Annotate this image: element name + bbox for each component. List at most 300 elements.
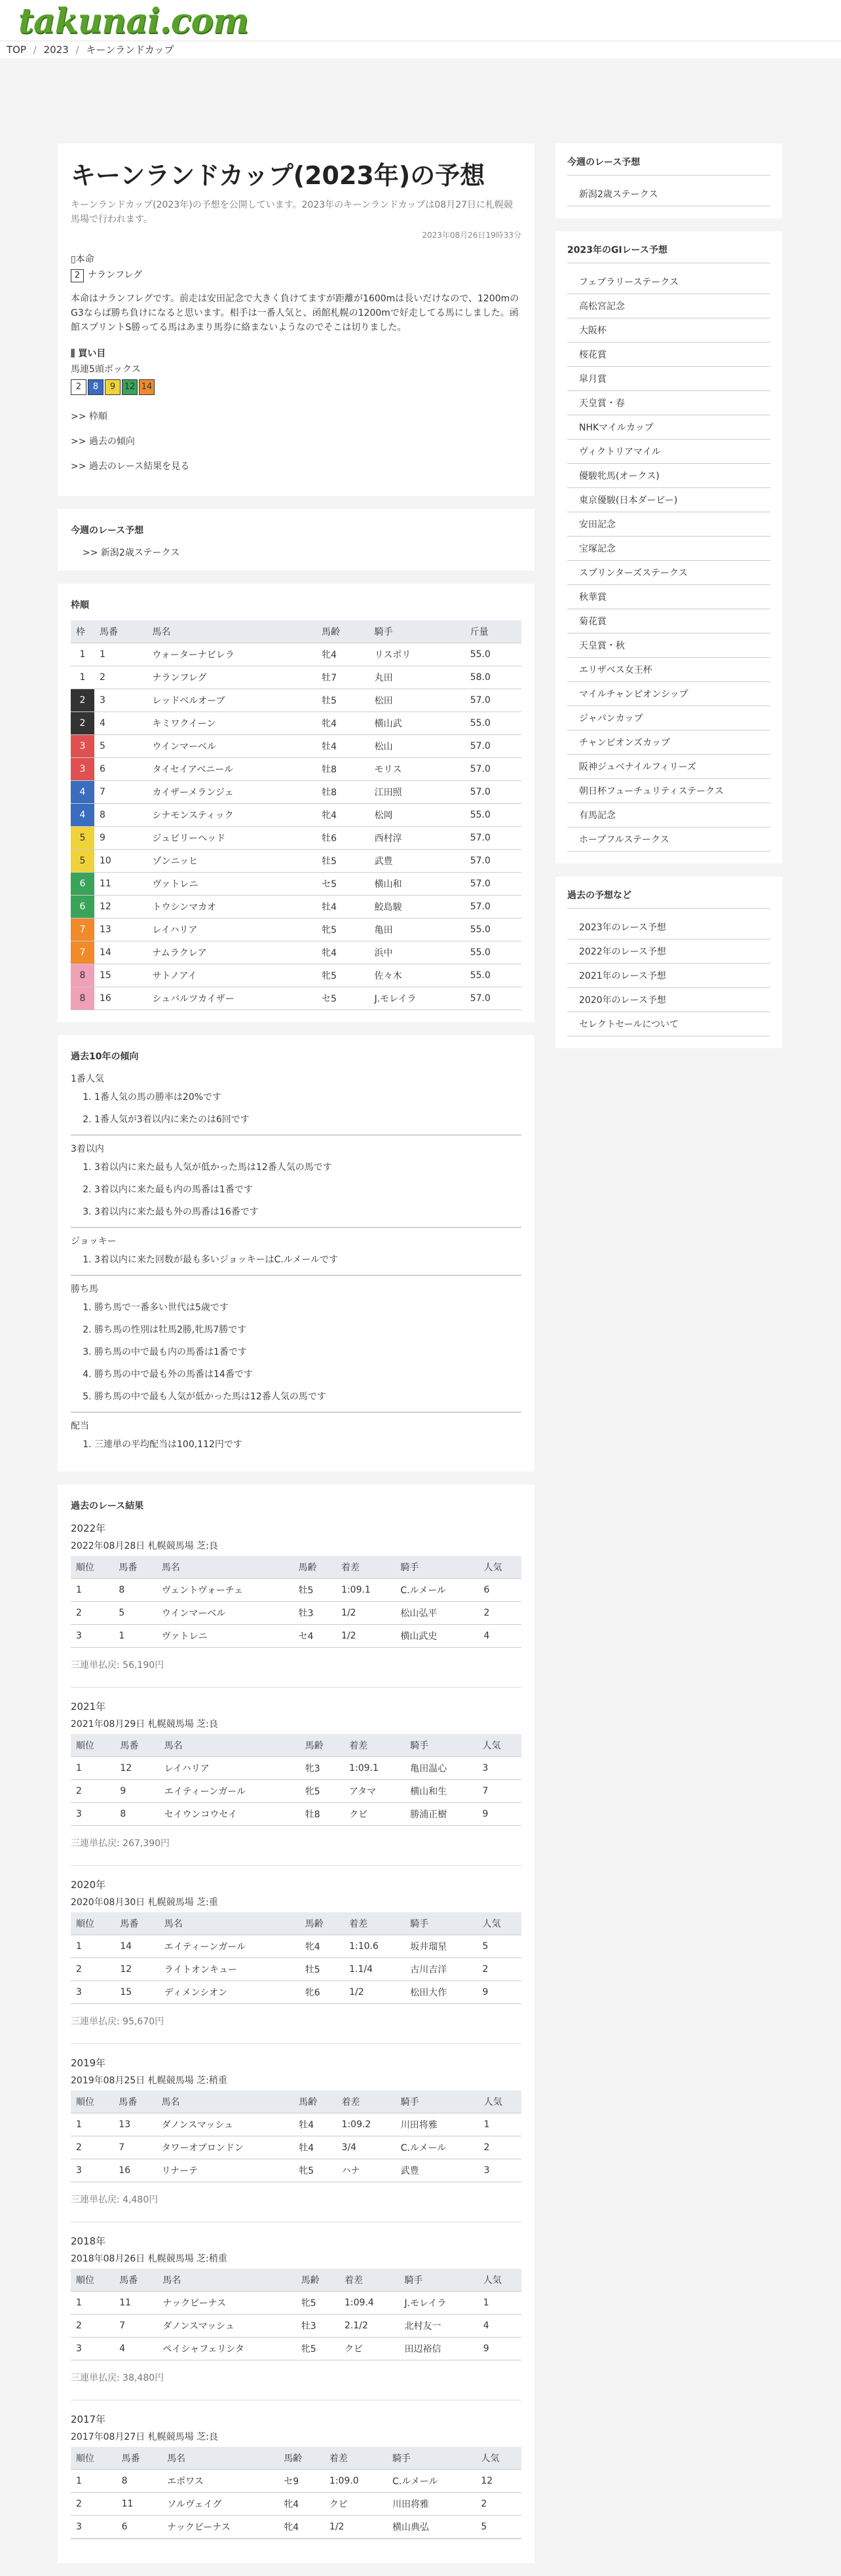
year-title: 2017年 xyxy=(71,2414,106,2425)
sidebar-link[interactable]: 天皇賞・春 xyxy=(567,391,770,415)
jockey-name: 鮫島駿 xyxy=(369,896,465,919)
jockey-name: 勝浦正樹 xyxy=(405,1803,477,1826)
horse-age: 牡4 xyxy=(293,2113,336,2136)
race-info: 2021年08月29日 札幌競馬場 芝:良 xyxy=(71,1719,218,1730)
horse-number: 1 xyxy=(113,1625,156,1648)
horse-age: 牝4 xyxy=(316,712,369,735)
table-row xyxy=(71,919,521,941)
waku-number: 1 xyxy=(71,666,94,689)
sidebar-link[interactable]: NHKマイルカップ xyxy=(567,415,770,440)
year-result xyxy=(71,1521,521,1688)
horse-number: 7 xyxy=(113,2136,156,2159)
divider xyxy=(71,1227,521,1228)
horse-age: 牝3 xyxy=(300,1757,344,1780)
result-header: 着差 xyxy=(339,2269,399,2292)
waku-header: 枠 xyxy=(71,620,94,643)
jockey-name: 浜中 xyxy=(369,941,465,964)
sidebar-link[interactable]: 2022年のレース予想 xyxy=(567,939,770,964)
result-header: 馬齢 xyxy=(296,2269,339,2292)
horse-name: ウォーターナビレラ xyxy=(147,643,316,666)
jockey-name: 江田照 xyxy=(369,781,465,804)
sidebar-link[interactable]: 優駿牝馬(オークス) xyxy=(567,464,770,488)
margin: 1:10.6 xyxy=(344,1935,405,1958)
result-header: 馬番 xyxy=(114,2269,157,2292)
prediction-horse-name: ナランフレグ xyxy=(88,270,143,280)
rank: 1 xyxy=(71,1757,115,1780)
table-row xyxy=(71,987,521,1010)
popularity: 6 xyxy=(479,1579,521,1602)
margin: 1/2 xyxy=(344,1981,405,2004)
horse-name: エポワス xyxy=(162,2470,278,2493)
jockey-name: C.ルメール xyxy=(396,2136,479,2159)
sidebar-week-card xyxy=(555,143,782,218)
rank: 2 xyxy=(71,2315,114,2338)
trend-item: 3. 3着以内に来た最も外の馬番は16番です xyxy=(94,1205,521,1218)
horse-number: 8 xyxy=(115,1803,159,1826)
rank: 2 xyxy=(71,2493,117,2516)
result-header: 人気 xyxy=(476,2447,521,2470)
waku-table xyxy=(71,620,521,1010)
buy-horse-list xyxy=(71,379,521,395)
waku-number: 2 xyxy=(71,712,94,735)
trend-item: 1. 勝ち馬で一番多い世代は5歳です xyxy=(94,1300,521,1314)
result-header: 馬名 xyxy=(157,2269,295,2292)
horse-number: 4 xyxy=(114,2338,157,2360)
waku-header: 馬番 xyxy=(94,620,147,643)
margin: 1:09.2 xyxy=(337,2113,396,2136)
jockey-name: J.モレイラ xyxy=(369,987,465,1010)
horse-number: 16 xyxy=(94,987,147,1010)
link-waku[interactable]: >> 枠順 xyxy=(71,411,107,422)
sidebar-link[interactable]: 桜花賞 xyxy=(567,343,770,367)
weight: 55.0 xyxy=(465,712,521,735)
trend-section-title: 3着以内 xyxy=(71,1144,104,1154)
jockey-name: 松山弘平 xyxy=(395,1602,478,1625)
jockey-name: C.ルメール xyxy=(387,2470,476,2493)
sidebar-link[interactable]: 阪神ジュベナイルフィリーズ xyxy=(567,755,770,779)
horse-age: 牝5 xyxy=(296,2292,339,2315)
horse-age: 牡3 xyxy=(293,1602,336,1625)
popularity: 9 xyxy=(477,1803,521,1826)
payout: 三連単払戻: 267,390円 xyxy=(71,1838,170,1849)
waku-number: 3 xyxy=(71,758,94,781)
result-header: 馬名 xyxy=(157,1556,293,1579)
jockey-name: 亀田温心 xyxy=(405,1757,477,1780)
horse-name: ナランフレグ xyxy=(147,666,316,689)
trend-list xyxy=(71,1437,521,1450)
horse-name: ジュビリーヘッド xyxy=(147,827,316,850)
buy-horse-number: 8 xyxy=(88,379,103,395)
weight: 55.0 xyxy=(465,941,521,964)
result-header: 騎手 xyxy=(395,1556,478,1579)
payout: 三連単払戻: 56,190円 xyxy=(71,1660,164,1671)
result-header: 順位 xyxy=(71,1734,115,1757)
horse-age: 牡5 xyxy=(293,1579,336,1602)
this-week-link[interactable]: >> 新潟2歳ステークス xyxy=(83,548,180,558)
trend-list xyxy=(71,1160,521,1218)
breadcrumb-year[interactable]: 2023 xyxy=(43,44,69,56)
horse-number: 12 xyxy=(94,896,147,919)
table-row xyxy=(71,2136,521,2159)
trend-item: 2. 勝ち馬の性別は牡馬2勝,牝馬7勝です xyxy=(94,1323,521,1336)
jockey-name: 丸田 xyxy=(369,666,465,689)
payout: 三連単払戻: 95,670円 xyxy=(71,2017,164,2027)
horse-number: 14 xyxy=(94,941,147,964)
main-column xyxy=(58,143,534,2576)
buy-horse-number: 2 xyxy=(71,379,86,395)
horse-name: カイザーメランジェ xyxy=(147,781,316,804)
payout: 三連単払戻: 38,480円 xyxy=(71,2373,164,2383)
horse-age: 牡4 xyxy=(293,2136,336,2159)
rank: 3 xyxy=(71,2338,114,2360)
table-row xyxy=(71,781,521,804)
horse-name: レッドベルオーブ xyxy=(147,689,316,712)
result-header: 順位 xyxy=(71,2447,117,2470)
horse-number: 12 xyxy=(115,1958,159,1981)
buy-title: ⫼ 買い目 xyxy=(71,349,106,359)
horse-age: 牡5 xyxy=(316,850,369,873)
breadcrumb-current: キーンランドカップ xyxy=(86,44,174,56)
table-row xyxy=(71,873,521,896)
rank: 2 xyxy=(71,2136,113,2159)
horse-age: 牡5 xyxy=(300,1958,344,1981)
year-title: 2020年 xyxy=(71,1879,106,1891)
result-table xyxy=(71,2447,521,2539)
jockey-name: 武豊 xyxy=(369,850,465,873)
popularity: 1 xyxy=(478,2292,521,2315)
sidebar-link[interactable]: セレクトセールについて xyxy=(567,1012,770,1036)
sidebar-link[interactable]: 天皇賞・秋 xyxy=(567,634,770,658)
horse-age: 牝5 xyxy=(316,964,369,987)
waku-number: 3 xyxy=(71,735,94,758)
trend-item: 1. 3着以内に来た最も人気が低かった馬は12番人気の馬です xyxy=(94,1160,521,1173)
horse-age: 牝5 xyxy=(296,2338,339,2360)
year-result xyxy=(71,2412,521,2539)
weight: 55.0 xyxy=(465,964,521,987)
horse-age: 牝4 xyxy=(316,804,369,827)
buy-horse-number: 12 xyxy=(122,379,138,395)
waku-card xyxy=(58,584,534,1022)
horse-age: 牝4 xyxy=(300,1935,344,1958)
race-info: 2020年08月30日 札幌競馬場 芝:重 xyxy=(71,1897,218,1908)
year-result xyxy=(71,1878,521,2044)
result-header: 馬番 xyxy=(115,1912,159,1935)
trend-item: 1. 3着以内に来た回数が最も多いジョッキーはC.ルメールです xyxy=(94,1253,521,1266)
horse-name: ペイシャフェリシタ xyxy=(157,2338,295,2360)
rank: 1 xyxy=(71,1935,115,1958)
divider xyxy=(71,1275,521,1276)
horse-number: 11 xyxy=(114,2292,157,2315)
result-header: 人気 xyxy=(477,1912,521,1935)
jockey-name: 西村淳 xyxy=(369,827,465,850)
table-row xyxy=(71,2516,521,2539)
jockey-name: C.ルメール xyxy=(395,1579,478,1602)
horse-age: セ9 xyxy=(278,2470,324,2493)
year-result xyxy=(71,2056,521,2222)
article-comment: 本命はナランフレグです。前走は安田記念で大きく負けてますが距離が1600mは長いだけなので、1200mのG3ならば勝ち負けになると思います。相手は一番人気と、函館札幌の1200mで好走してる馬にしました。函館スプリントS勝ってる馬はあまり馬券に絡まないようなのでそこは切りました。 xyxy=(71,294,519,333)
sidebar-link[interactable]: エリザベス女王杯 xyxy=(567,658,770,682)
table-row xyxy=(71,1625,521,1648)
trend-item: 4. 勝ち馬の中で最も外の馬番は14番です xyxy=(94,1367,521,1380)
sidebar-link[interactable]: 新潟2歳ステークス xyxy=(567,182,770,206)
sidebar-link[interactable]: 大阪杯 xyxy=(567,318,770,343)
jockey-name: 武豊 xyxy=(396,2159,479,2182)
trend-section-title: ジョッキー xyxy=(71,1236,117,1247)
table-row xyxy=(71,2338,521,2360)
jockey-name: J.モレイラ xyxy=(399,2292,477,2315)
rank: 3 xyxy=(71,1803,115,1826)
horse-name: リナーテ xyxy=(157,2159,294,2182)
article-card xyxy=(58,143,534,496)
result-header: 馬齢 xyxy=(300,1734,344,1757)
rank: 1 xyxy=(71,2113,113,2136)
link-results[interactable]: >> 過去のレース結果を見る xyxy=(71,461,190,472)
horse-name: ゾンニッヒ xyxy=(147,850,316,873)
sidebar-link[interactable]: スプリンターズステークス xyxy=(567,561,770,585)
horse-name: トウシンマカオ xyxy=(147,896,316,919)
horse-number: 16 xyxy=(113,2159,156,2182)
horse-name: タワーオブロンドン xyxy=(157,2136,294,2159)
result-header: 馬名 xyxy=(162,2447,278,2470)
sidebar-link[interactable]: 2023年のレース予想 xyxy=(567,915,770,939)
popularity: 5 xyxy=(477,1935,521,1958)
horse-name: ヴァトレニ xyxy=(157,1625,293,1648)
sidebar-link[interactable]: ホープフルステークス xyxy=(567,827,770,852)
popularity: 1 xyxy=(479,2113,521,2136)
horse-name: ライトオンキュー xyxy=(159,1958,300,1981)
weight: 57.0 xyxy=(465,896,521,919)
results-title: 過去のレース結果 xyxy=(71,1501,144,1511)
jockey-name: 松田 xyxy=(369,689,465,712)
table-row xyxy=(71,2315,521,2338)
popularity: 2 xyxy=(477,1958,521,1981)
popularity: 5 xyxy=(476,2516,521,2539)
margin: 1:09.0 xyxy=(324,2470,387,2493)
horse-number: 4 xyxy=(94,712,147,735)
table-row xyxy=(71,735,521,758)
table-row xyxy=(71,666,521,689)
rank: 2 xyxy=(71,1602,113,1625)
popularity: 2 xyxy=(479,2136,521,2159)
horse-number: 6 xyxy=(94,758,147,781)
sidebar-link[interactable]: ヴィクトリアマイル xyxy=(567,440,770,464)
horse-number: 15 xyxy=(94,964,147,987)
prediction-number: 2 xyxy=(71,269,84,282)
sidebar-g1-card xyxy=(555,231,782,863)
waku-number: 5 xyxy=(71,850,94,873)
horse-number: 1 xyxy=(94,643,147,666)
waku-number: 2 xyxy=(71,689,94,712)
sidebar-link[interactable]: 東京優駿(日本ダービー) xyxy=(567,488,770,512)
horse-name: シナモンスティック xyxy=(147,804,316,827)
margin: 1/2 xyxy=(324,2516,387,2539)
result-table xyxy=(71,1734,521,1826)
waku-title: 枠順 xyxy=(71,600,89,611)
result-header: 騎手 xyxy=(405,1734,477,1757)
popularity: 12 xyxy=(476,2470,521,2493)
margin: 1/2 xyxy=(336,1602,395,1625)
horse-age: 牡8 xyxy=(300,1803,344,1826)
sidebar-link[interactable]: 朝日杯フューチュリティステークス xyxy=(567,779,770,803)
sidebar-link[interactable]: 宝塚記念 xyxy=(567,537,770,561)
jockey-name: モリス xyxy=(369,758,465,781)
rank: 1 xyxy=(71,2470,117,2493)
horse-number: 2 xyxy=(94,666,147,689)
table-row xyxy=(71,850,521,873)
sidebar-link[interactable]: 2020年のレース予想 xyxy=(567,988,770,1012)
waku-header: 馬名 xyxy=(147,620,316,643)
trend-card xyxy=(58,1035,534,1471)
trend-item: 2. 1番人気が3着以内に来たのは6回です xyxy=(94,1112,521,1126)
horse-number: 12 xyxy=(115,1757,159,1780)
horse-number: 7 xyxy=(94,781,147,804)
site-logo[interactable]: takunai.com xyxy=(18,1,249,41)
trend-section-title: 配当 xyxy=(71,1421,89,1431)
year-result xyxy=(71,1699,521,1866)
horse-name: ヴァトレニ xyxy=(147,873,316,896)
table-row xyxy=(71,2113,521,2136)
jockey-name: 横山武 xyxy=(369,712,465,735)
trend-section-title: 1番人気 xyxy=(71,1074,104,1084)
horse-name: レイハリア xyxy=(159,1757,300,1780)
result-header: 馬齢 xyxy=(293,2091,336,2113)
year-title: 2019年 xyxy=(71,2057,106,2069)
jockey-name: リスポリ xyxy=(369,643,465,666)
horse-age: 牝5 xyxy=(316,919,369,941)
popularity: 2 xyxy=(476,2493,521,2516)
jockey-name: 佐々木 xyxy=(369,964,465,987)
result-header: 着差 xyxy=(344,1734,405,1757)
waku-number: 8 xyxy=(71,987,94,1010)
result-header: 人気 xyxy=(479,1556,521,1579)
result-header: 人気 xyxy=(479,2091,521,2113)
horse-name: ソルヴェイグ xyxy=(162,2493,278,2516)
breadcrumb-separator: / xyxy=(33,44,37,56)
horse-name: ナックビーナス xyxy=(157,2292,295,2315)
trend-section xyxy=(71,1234,521,1276)
horse-name: エイティーンガール xyxy=(159,1935,300,1958)
horse-age: セ5 xyxy=(316,987,369,1010)
sidebar-link[interactable]: 菊花賞 xyxy=(567,609,770,634)
result-header: 騎手 xyxy=(399,2269,477,2292)
horse-age: 牡5 xyxy=(316,689,369,712)
jockey-name: 田辺裕信 xyxy=(399,2338,477,2360)
sidebar-link[interactable]: ジャパンカップ xyxy=(567,706,770,730)
popularity: 3 xyxy=(477,1757,521,1780)
horse-name: エイティーンガール xyxy=(159,1780,300,1803)
sidebar-link[interactable]: フェブラリーステークス xyxy=(567,270,770,294)
table-row xyxy=(71,1757,521,1780)
horse-age: 牡8 xyxy=(316,758,369,781)
waku-number: 4 xyxy=(71,781,94,804)
horse-name: ウインマーベル xyxy=(157,1602,293,1625)
result-header: 馬齢 xyxy=(293,1556,336,1579)
rank: 2 xyxy=(71,1780,115,1803)
result-header: 馬齢 xyxy=(278,2447,324,2470)
table-row xyxy=(71,1981,521,2004)
trend-section-title: 勝ち馬 xyxy=(71,1284,98,1295)
sidebar-link[interactable]: 高松宮記念 xyxy=(567,294,770,318)
sidebar xyxy=(555,143,782,1061)
breadcrumb xyxy=(0,41,841,58)
site-header xyxy=(0,0,841,41)
sidebar-link[interactable]: チャンピオンズカップ xyxy=(567,730,770,755)
horse-name: ダノンスマッシュ xyxy=(157,2113,294,2136)
sidebar-link[interactable]: 秋華賞 xyxy=(567,585,770,609)
waku-number: 5 xyxy=(71,827,94,850)
article-date: 2023年08月26日19時33分 xyxy=(422,231,521,240)
prediction-label: ▯本命 xyxy=(71,254,94,265)
horse-number: 10 xyxy=(94,850,147,873)
jockey-name: 横山和生 xyxy=(405,1780,477,1803)
link-trend[interactable]: >> 過去の傾向 xyxy=(71,436,135,447)
table-row xyxy=(71,1803,521,1826)
horse-age: 牝6 xyxy=(300,1981,344,2004)
horse-number: 15 xyxy=(115,1981,159,2004)
jockey-name: 横山武史 xyxy=(395,1625,478,1648)
sidebar-link[interactable]: 安田記念 xyxy=(567,512,770,537)
result-table xyxy=(71,1556,521,1648)
margin: ハナ xyxy=(337,2159,396,2182)
margin: 1:09.4 xyxy=(339,2292,399,2315)
horse-number: 3 xyxy=(94,689,147,712)
table-row xyxy=(71,1579,521,1602)
trend-item: 1. 三連単の平均配当は100,112円です xyxy=(94,1437,521,1450)
horse-age: 牡4 xyxy=(316,735,369,758)
trend-item: 5. 勝ち馬の中で最も人気が低かった馬は12番人気の馬です xyxy=(94,1390,521,1403)
trend-section xyxy=(71,1142,521,1228)
sidebar-link[interactable]: 皐月賞 xyxy=(567,367,770,391)
table-row xyxy=(71,896,521,919)
popularity: 2 xyxy=(479,1602,521,1625)
table-row xyxy=(71,941,521,964)
weight: 57.0 xyxy=(465,850,521,873)
buy-horse-number: 14 xyxy=(139,379,155,395)
horse-number: 13 xyxy=(94,919,147,941)
table-row xyxy=(71,2159,521,2182)
trend-list xyxy=(71,1090,521,1126)
jockey-name: 横山和 xyxy=(369,873,465,896)
trend-list xyxy=(71,1253,521,1266)
table-row xyxy=(71,804,521,827)
article-links xyxy=(71,409,521,472)
sidebar-g1-title: 2023年のGⅠレース予想 xyxy=(567,243,770,263)
trend-item: 3. 勝ち馬の中で最も内の馬番は1番です xyxy=(94,1345,521,1358)
trend-item: 1. 1番人気の馬の勝率は20%です xyxy=(94,1090,521,1103)
horse-number: 8 xyxy=(113,1579,156,1602)
results-card xyxy=(58,1485,534,2563)
jockey-name: 北村友一 xyxy=(399,2315,477,2338)
result-header: 馬齢 xyxy=(300,1912,344,1935)
horse-name: ナムラクレア xyxy=(147,941,316,964)
jockey-name: 松岡 xyxy=(369,804,465,827)
horse-age: 牡7 xyxy=(316,666,369,689)
weight: 58.0 xyxy=(465,666,521,689)
horse-age: 牝4 xyxy=(278,2493,324,2516)
race-info: 2022年08月28日 札幌競馬場 芝:良 xyxy=(71,1541,218,1551)
trend-section xyxy=(71,1419,521,1450)
sidebar-link[interactable]: 有馬記念 xyxy=(567,803,770,827)
year-title: 2021年 xyxy=(71,1701,106,1713)
breadcrumb-top[interactable]: TOP xyxy=(7,44,27,56)
sidebar-past-card xyxy=(555,877,782,1048)
horse-name: ディメンシオン xyxy=(159,1981,300,2004)
sidebar-link[interactable]: 2021年のレース予想 xyxy=(567,964,770,988)
table-row xyxy=(71,758,521,781)
table-row xyxy=(71,2493,521,2516)
horse-age: 牝5 xyxy=(300,1780,344,1803)
sidebar-link[interactable]: マイルチャンピオンシップ xyxy=(567,682,770,706)
